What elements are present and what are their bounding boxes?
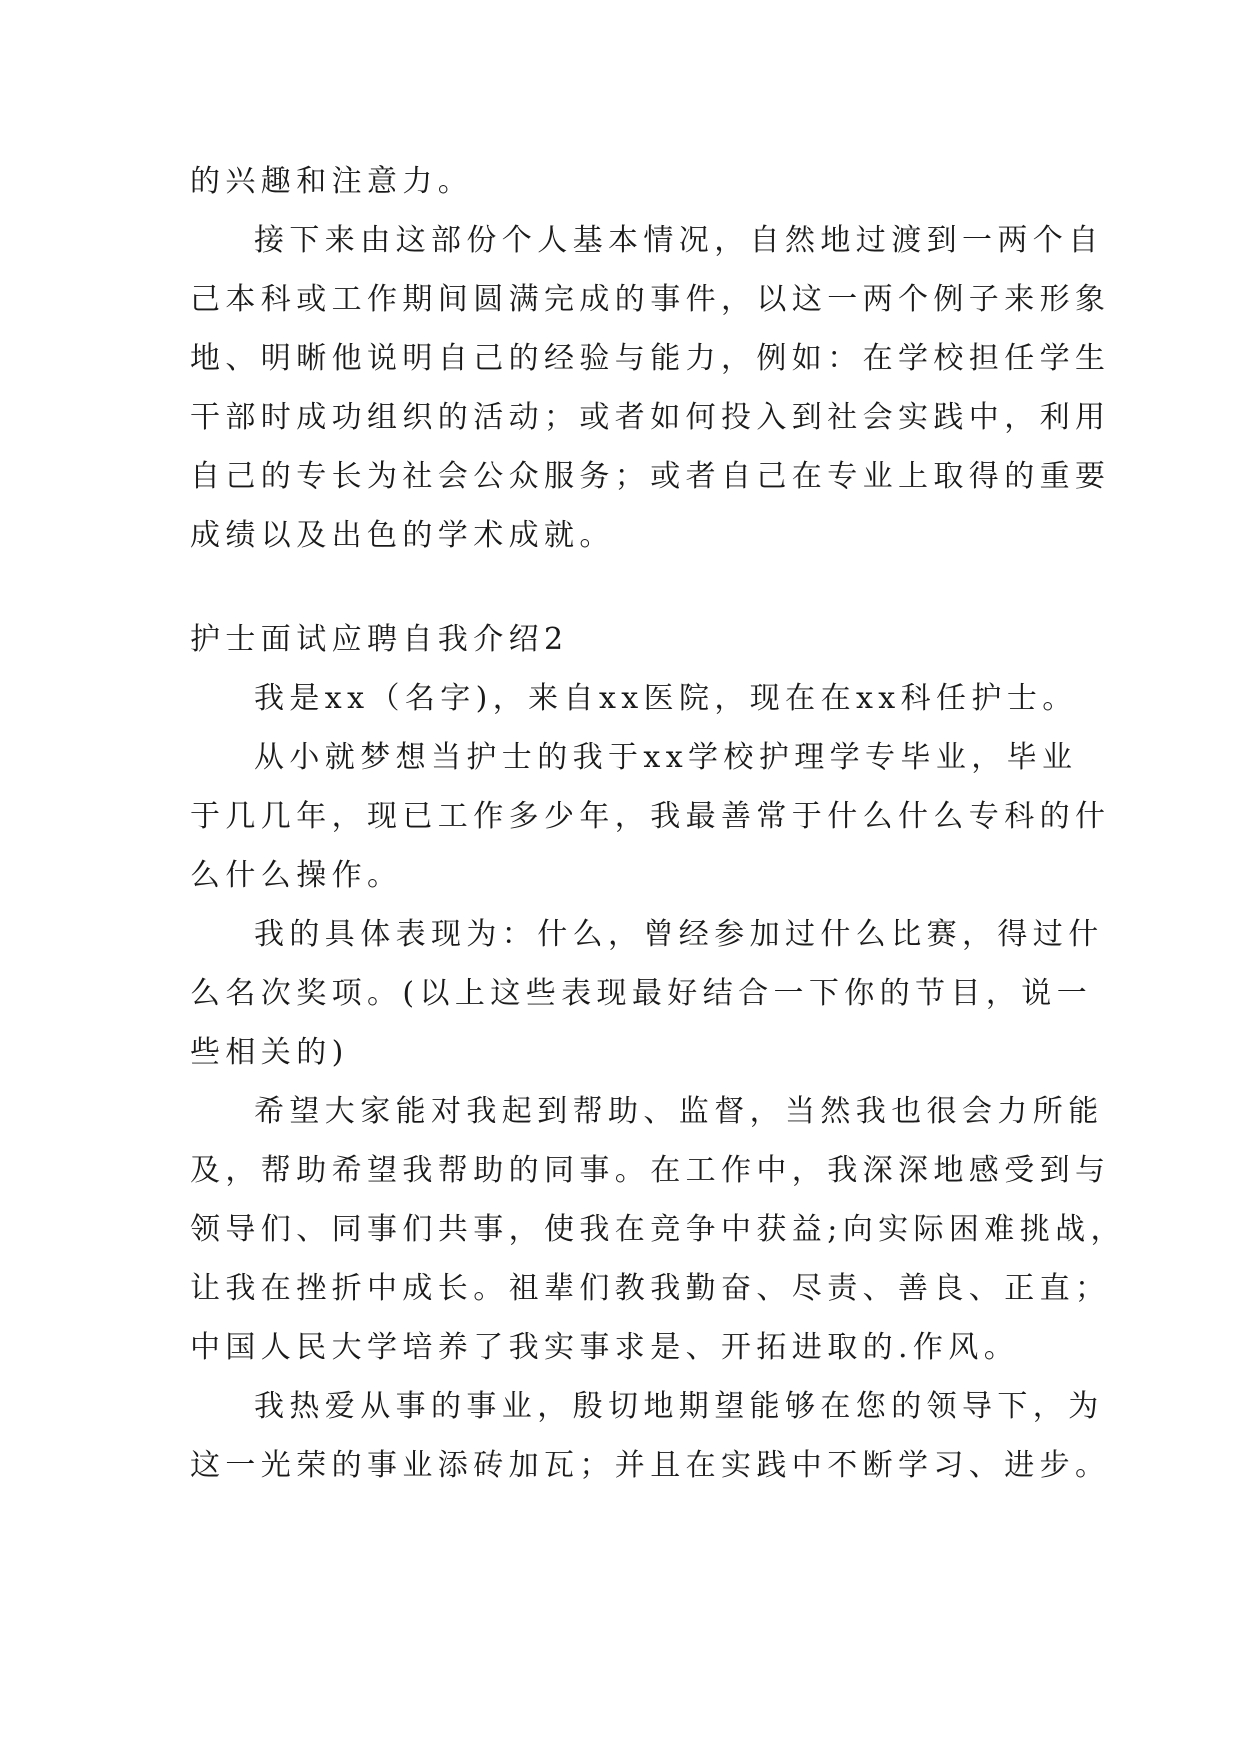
text-line: 么名次奖项。(以上这些表现最好结合一下你的节目，说一 [190, 976, 1093, 1011]
section-spacer [190, 565, 1070, 610]
text-line: 及，帮助希望我帮助的同事。在工作中，我深深地感受到与 [190, 1153, 1111, 1188]
text-line: 成绩以及出色的学术成就。 [190, 518, 615, 553]
text-line: 领导们、同事们共事，使我在竞争中获益;向实际困难挑战， [190, 1212, 1126, 1247]
text-line: 这一光荣的事业添砖加瓦；并且在实践中不断学习、进步。 [190, 1448, 1111, 1483]
paragraph-start-line: 我热爱从事的事业，殷切地期望能够在您的领导下，为 [254, 1389, 1104, 1424]
text-line: 地、明晰他说明自己的经验与能力，例如：在学校担任学生 [190, 341, 1111, 376]
paragraph-start-line: 我是xx（名字)，来自xx医院，现在在xx科任护士。 [254, 681, 1078, 716]
paragraph-start-line: 接下来由这部份个人基本情况，自然地过渡到一两个自 [254, 223, 1104, 258]
text-line: 让我在挫折中成长。祖辈们教我勤奋、尽责、善良、正直； [190, 1271, 1111, 1306]
paragraph-start-line: 希望大家能对我起到帮助、监督，当然我也很会力所能 [254, 1094, 1104, 1129]
text-line: 于几几年，现已工作多少年，我最善常于什么什么专科的什 [190, 799, 1111, 834]
paragraph-start-line: 从小就梦想当护士的我于xx学校护理学专毕业，毕业 [254, 740, 1078, 775]
text-line: 自己的专长为社会公众服务；或者自己在专业上取得的重要 [190, 459, 1111, 494]
text-line: 干部时成功组织的活动；或者如何投入到社会实践中，利用 [190, 400, 1111, 435]
text-line: 中国人民大学培养了我实事求是、开拓进取的.作风。 [190, 1330, 1020, 1365]
text-line: 些相关的) [190, 1035, 349, 1070]
section-heading: 护士面试应聘自我介绍2 [190, 622, 569, 657]
paragraph-start-line: 我的具体表现为：什么，曾经参加过什么比赛，得过什 [254, 917, 1104, 952]
text-line: 己本科或工作期间圆满完成的事件，以这一两个例子来形象 [190, 282, 1111, 317]
text-line: 的兴趣和注意力。 [190, 164, 474, 199]
text-line: 么什么操作。 [190, 858, 403, 893]
document-body [190, 152, 1126, 1495]
